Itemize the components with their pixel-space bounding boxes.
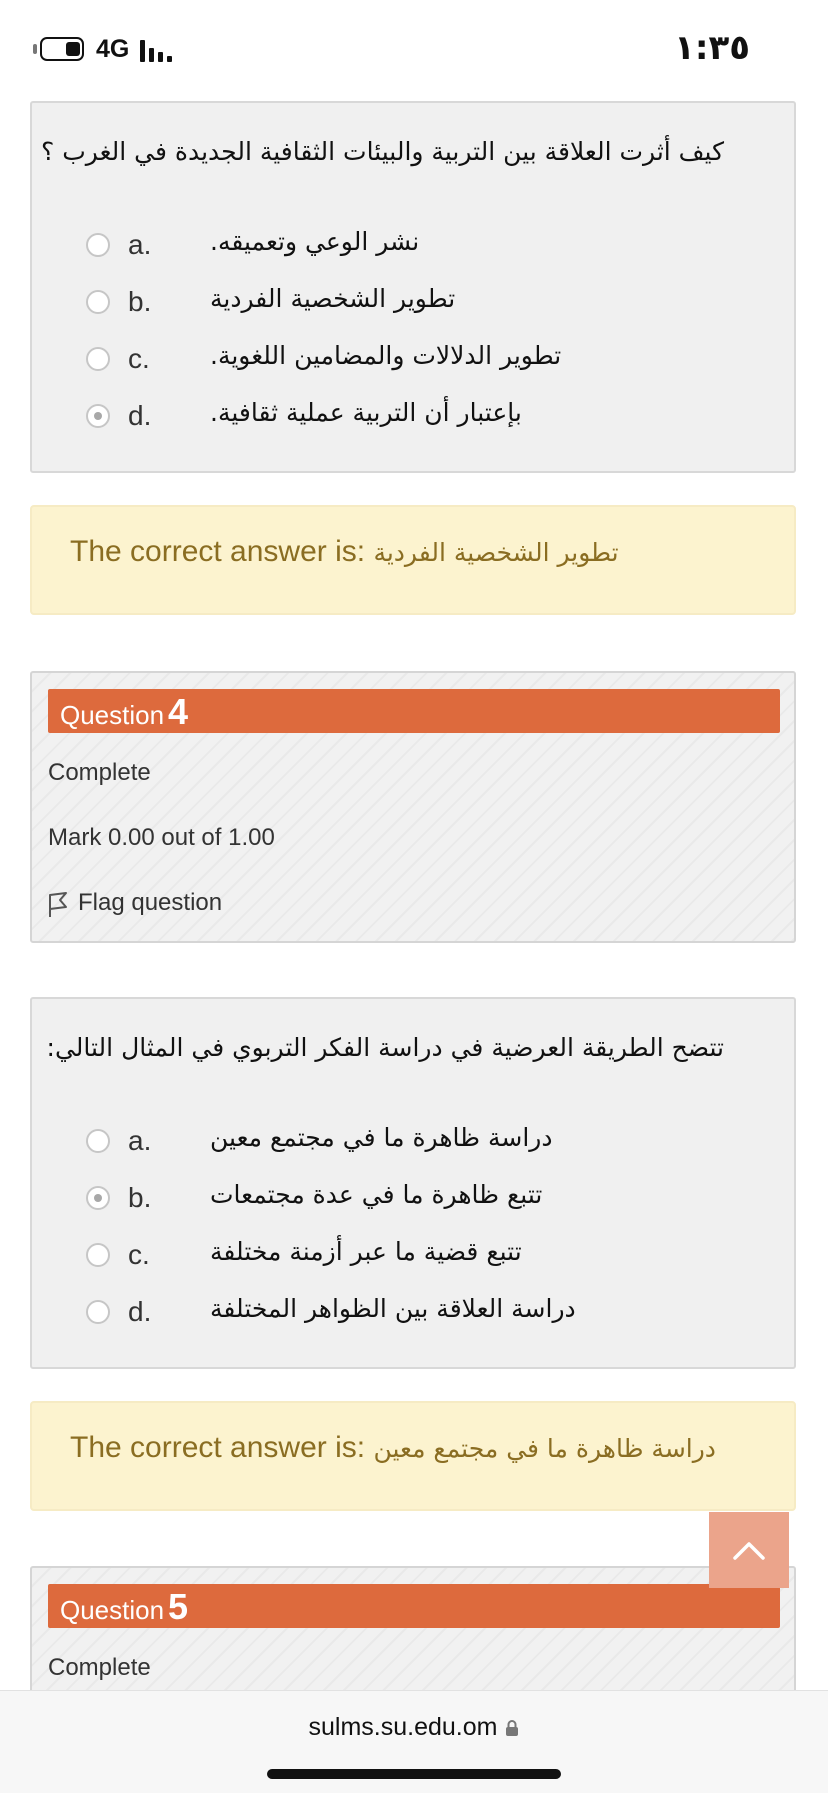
option-letter: d.: [128, 400, 152, 431]
question-4-info: [30, 671, 796, 943]
feedback-answer: دراسة ظاهرة ما في مجتمع معين: [373, 1434, 716, 1463]
radio-button-selected[interactable]: [86, 1186, 110, 1210]
radio-button-selected[interactable]: [86, 404, 110, 428]
flag-question-label[interactable]: Flag question: [78, 889, 223, 916]
network-type: 4G: [96, 35, 130, 63]
question-label: Question: [60, 1595, 165, 1625]
option-d[interactable]: [86, 398, 766, 438]
browser-address-bar: [0, 1690, 828, 1793]
question-header: [48, 689, 780, 733]
status-time: ١:٣٥: [674, 28, 750, 68]
option-letter: b.: [128, 286, 152, 317]
correct-answer-feedback: [30, 505, 796, 615]
question-4-content: [30, 997, 796, 1369]
feedback-answer: تطوير الشخصية الفردية: [373, 538, 619, 567]
home-indicator[interactable]: [267, 1769, 561, 1779]
battery-icon: [40, 37, 84, 61]
option-a[interactable]: [86, 1123, 766, 1163]
option-b[interactable]: [86, 1180, 766, 1220]
question-3-content: [30, 101, 796, 473]
radio-button[interactable]: [86, 1243, 110, 1267]
battery-cap: [33, 44, 37, 54]
feedback-text: [70, 1431, 716, 1465]
radio-button[interactable]: [86, 1129, 110, 1153]
option-b[interactable]: [86, 284, 766, 324]
option-letter: b.: [128, 1182, 152, 1213]
option-text: تطوير الدلالات والمضامين اللغوية.: [210, 341, 562, 370]
question-label: Question: [60, 700, 165, 730]
question-number: 5: [168, 1586, 189, 1627]
url-field[interactable]: [0, 1713, 828, 1742]
flag-question-link[interactable]: [46, 889, 223, 919]
radio-button[interactable]: [86, 1300, 110, 1324]
radio-button[interactable]: [86, 233, 110, 257]
radio-button[interactable]: [86, 290, 110, 314]
option-text: بإعتبار أن التربية عملية ثقافية.: [210, 398, 522, 427]
lock-icon: [505, 1719, 519, 1737]
question-5-info: [30, 1566, 796, 1696]
question-state: Complete: [48, 759, 151, 786]
option-c[interactable]: [86, 1237, 766, 1277]
feedback-text: [70, 535, 619, 569]
question-state: Complete: [48, 1654, 151, 1681]
option-text: نشر الوعي وتعميقه.: [210, 227, 420, 256]
option-text: دراسة العلاقة بين الظواهر المختلفة: [210, 1294, 576, 1323]
option-letter: a.: [128, 1125, 152, 1156]
option-letter: d.: [128, 1296, 152, 1327]
question-text: كيف أثرت العلاقة بين التربية والبيئات الثقافية الجديدة في الغرب ؟: [41, 137, 724, 166]
option-letter: a.: [128, 229, 152, 260]
option-text: تطوير الشخصية الفردية: [210, 284, 456, 313]
option-a[interactable]: [86, 227, 766, 267]
question-number: 4: [168, 691, 189, 732]
option-letter: c.: [128, 343, 150, 374]
signal-icon: [140, 40, 180, 62]
option-text: دراسة ظاهرة ما في مجتمع معين: [210, 1123, 553, 1152]
flag-icon[interactable]: [46, 889, 70, 919]
question-mark: Mark 0.00 out of 1.00: [48, 824, 275, 851]
correct-answer-feedback: [30, 1401, 796, 1511]
question-header: [48, 1584, 780, 1628]
option-text: تتبع قضية ما عبر أزمنة مختلفة: [210, 1237, 522, 1266]
option-c[interactable]: [86, 341, 766, 381]
feedback-label: The correct answer is:: [70, 1431, 374, 1464]
option-d[interactable]: [86, 1294, 766, 1334]
status-bar: [0, 0, 828, 100]
chevron-up-icon[interactable]: [709, 1512, 789, 1588]
feedback-label: The correct answer is:: [70, 535, 374, 568]
radio-button[interactable]: [86, 347, 110, 371]
url-text[interactable]: sulms.su.edu.om: [308, 1713, 498, 1741]
option-letter: c.: [128, 1239, 150, 1270]
scroll-to-top-button[interactable]: [709, 1512, 789, 1588]
question-text: تتضح الطريقة العرضية في دراسة الفكر التربوي في المثال التالي:: [46, 1033, 724, 1062]
option-text: تتبع ظاهرة ما في عدة مجتمعات: [210, 1180, 543, 1209]
